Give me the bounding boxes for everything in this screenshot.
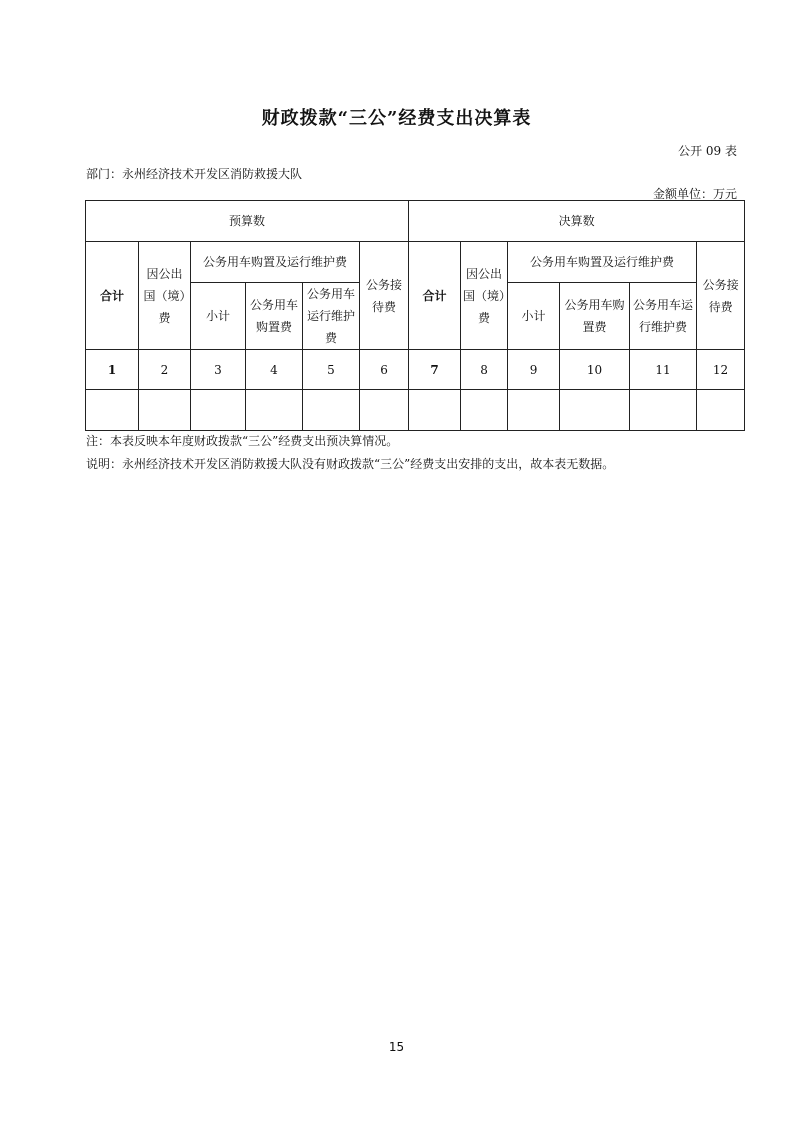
data-cell xyxy=(409,390,461,431)
data-cell xyxy=(246,390,303,431)
data-cell xyxy=(697,390,745,431)
final-reception-header: 公务接待费 xyxy=(697,242,745,350)
table-explanation: 说明：永州经济技术开发区消防救援大队没有财政拨款“三公”经费支出安排的支出，故本表无数据。 xyxy=(86,457,615,471)
data-cell xyxy=(86,390,139,431)
col-number: 6 xyxy=(360,350,409,390)
col-number: 7 xyxy=(409,350,461,390)
header-row-1 xyxy=(86,201,745,242)
budget-vehicle-purchase-header: 公务用车购置费 xyxy=(246,283,303,350)
unit-label: 金额单位：万元 xyxy=(652,187,737,201)
page-number: 15 xyxy=(388,1040,405,1054)
budget-total-header: 合计 xyxy=(86,242,139,350)
final-vehicle-operation-header: 公务用车运行维护费 xyxy=(630,283,697,350)
data-row xyxy=(86,390,745,431)
data-cell xyxy=(191,390,246,431)
budget-header: 预算数 xyxy=(86,201,409,242)
col-number: 3 xyxy=(191,350,246,390)
col-number: 5 xyxy=(303,350,360,390)
column-number-row xyxy=(86,350,745,390)
col-number: 8 xyxy=(461,350,508,390)
col-number: 10 xyxy=(560,350,630,390)
expense-table xyxy=(85,200,745,431)
col-number: 2 xyxy=(139,350,191,390)
data-cell xyxy=(461,390,508,431)
budget-subtotal-header: 小计 xyxy=(191,283,246,350)
budget-reception-header: 公务接待费 xyxy=(360,242,409,350)
form-number: 公开 09 表 xyxy=(678,144,737,158)
col-number: 12 xyxy=(697,350,745,390)
data-cell xyxy=(360,390,409,431)
final-subtotal-header: 小计 xyxy=(508,283,560,350)
data-cell xyxy=(139,390,191,431)
final-abroad-header: 因公出国（境）费 xyxy=(461,242,508,350)
budget-vehicle-operation-header: 公务用车运行维护费 xyxy=(303,283,360,350)
department-label: 部门：永州经济技术开发区消防救援大队 xyxy=(86,167,303,181)
data-cell xyxy=(303,390,360,431)
header-row-2 xyxy=(86,242,745,283)
budget-vehicle-group-header: 公务用车购置及运行维护费 xyxy=(191,242,360,283)
col-number: 9 xyxy=(508,350,560,390)
page-title: 财政拨款“三公”经费支出决算表 xyxy=(261,108,532,129)
budget-abroad-header: 因公出国（境）费 xyxy=(139,242,191,350)
final-header: 决算数 xyxy=(409,201,745,242)
final-total-header: 合计 xyxy=(409,242,461,350)
col-number: 4 xyxy=(246,350,303,390)
data-cell xyxy=(630,390,697,431)
data-cell xyxy=(508,390,560,431)
final-vehicle-group-header: 公务用车购置及运行维护费 xyxy=(508,242,697,283)
data-cell xyxy=(560,390,630,431)
col-number: 11 xyxy=(630,350,697,390)
final-vehicle-purchase-header: 公务用车购置费 xyxy=(560,283,630,350)
col-number: 1 xyxy=(86,350,139,390)
table-note: 注：本表反映本年度财政拨款“三公”经费支出预决算情况。 xyxy=(86,434,399,448)
